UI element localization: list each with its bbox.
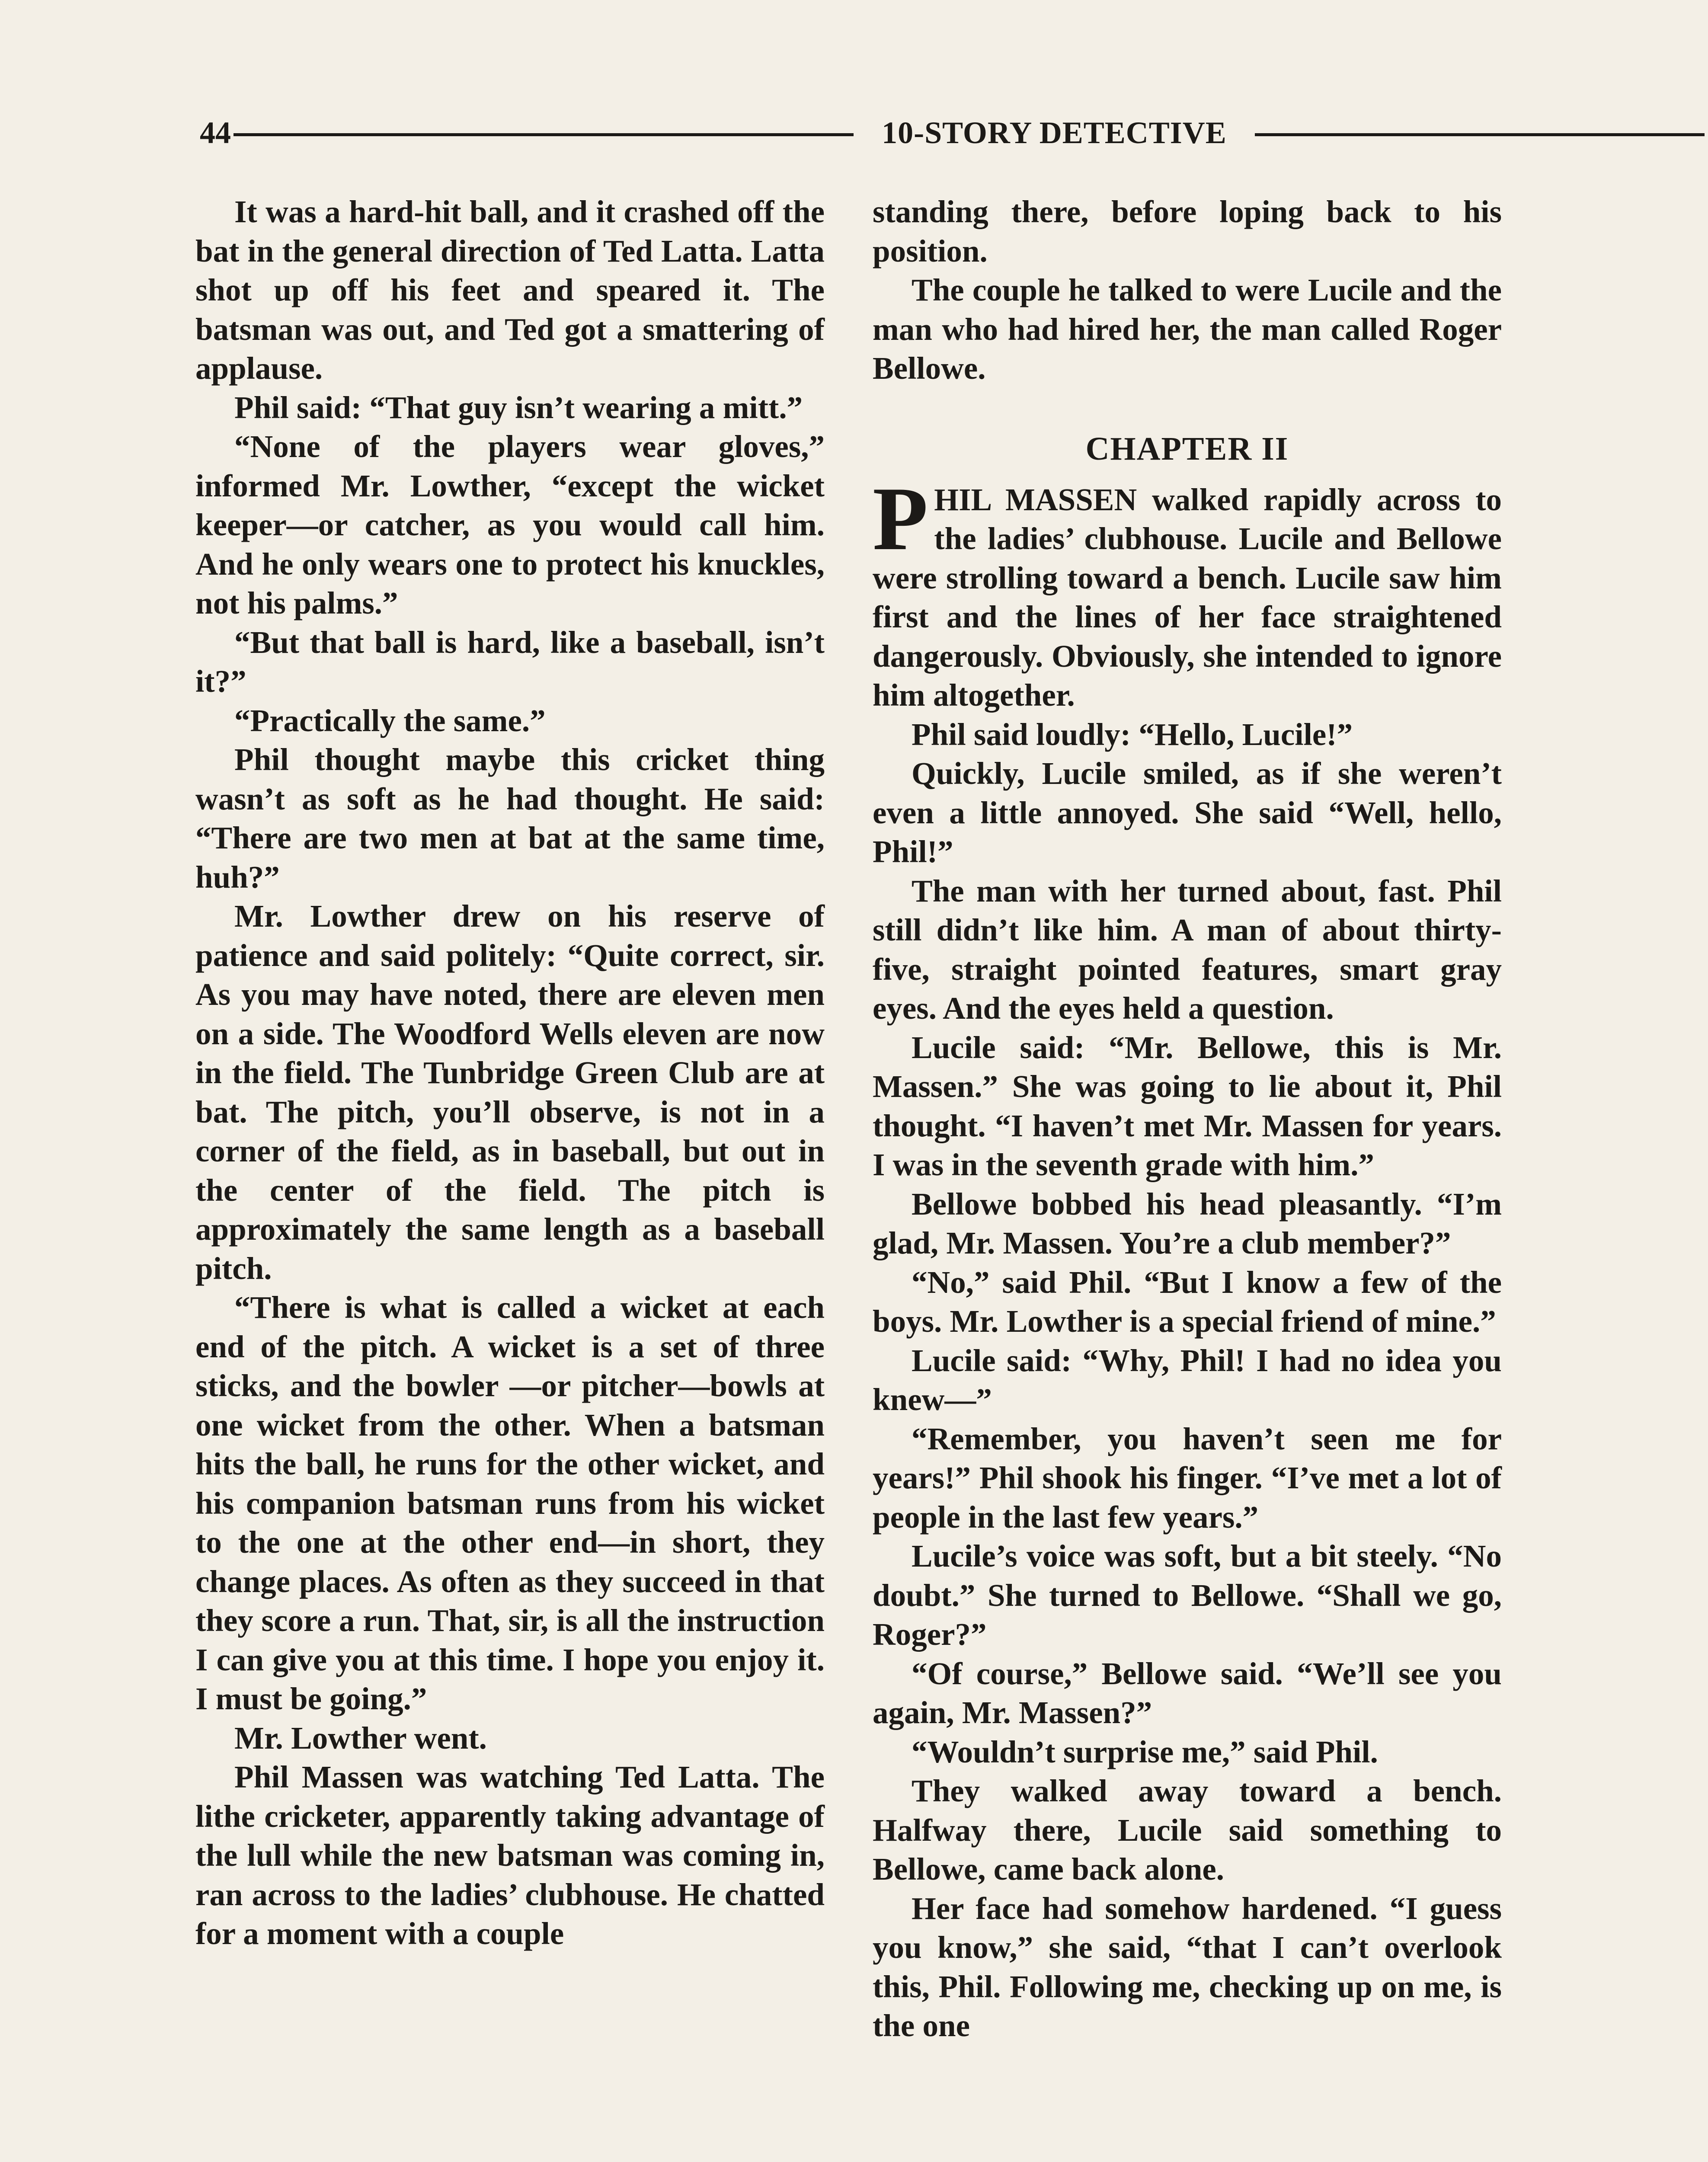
paragraph: The man with her turned about, fast. Phil still didn’t like him. A man of about thirty-five, straight pointed features, smart gray eyes. And the eyes held a question. — [873, 873, 1502, 1026]
left-column — [195, 192, 825, 1954]
page-number: 44 — [200, 113, 233, 152]
paragraph: The couple he talked to were Lucile and the man who had hired her, the man called Roger Bellowe. — [873, 272, 1502, 386]
paragraph: Lucile said: “Mr. Bellowe, this is Mr. Massen.” She was going to lie about it, Phil thought. “I haven’t met Mr. Massen for years. I was in the seventh grade with him.” — [873, 1030, 1502, 1182]
header-rule-left — [231, 133, 854, 136]
paragraph: “No,” said Phil. “But I know a few of the boys. Mr. Lowther is a special friend of mine.” — [873, 1264, 1502, 1339]
paragraph: “None of the players wear gloves,” informed Mr. Lowther, “except the wicket keeper—or catcher, as you would call him. And he only wears one to protect his knuckles, not his palms.” — [195, 429, 825, 620]
paragraph: Mr. Lowther drew on his reserve of patience and said politely: “Quite correct, sir. As you may have noted, there are eleven men on a side. The Woodford Wells eleven are now in the field. The Tunbridge Green Club are at bat. The pitch, you’ll observe, is not in a corner of the field, as in baseball, but out in the center of the field. The pitch is approximately the same length as a baseball pitch. — [195, 899, 825, 1286]
paragraph: Phil said loudly: “Hello, Lucile!” — [912, 716, 1353, 752]
right-column — [873, 192, 1502, 2046]
paragraph: “But that ball is hard, like a baseball, isn’t it?” — [195, 624, 825, 699]
paragraph: It was a hard-hit ball, and it crashed off the bat in the general direction of Ted Latta. Latta shot up off his feet and speared it. The batsman was out, and Ted got a smattering of applause. — [195, 194, 825, 386]
drop-cap: P — [873, 468, 928, 569]
paragraph: Bellowe bobbed his head pleasantly. “I’m glad, Mr. Massen. You’re a club member?” — [873, 1186, 1502, 1260]
chapter-first-paragraph — [873, 468, 1502, 715]
paragraph: “Remember, you haven’t seen me for years!” Phil shook his finger. “I’ve met a lot of people in the last few years.” — [873, 1421, 1502, 1535]
paragraph: Lucile said: “Why, Phil! I had no idea you knew—” — [873, 1343, 1502, 1417]
page-header — [200, 113, 1506, 152]
paragraph: Quickly, Lucile smiled, as if she weren’t even a little annoyed. She said “Well, hello, Phil!” — [873, 756, 1502, 869]
paragraph: Mr. Lowther went. — [234, 1720, 487, 1756]
paragraph: “There is what is called a wicket at each end of the pitch. A wicket is a set of three sticks, and the bowler —or pitcher—bowls at one wicket from the other. When a batsman hits the ball, he runs for the other wicket, and his companion batsman runs from his wicket to the one at the other end—in short, they change places. As often as they succeed in that they score a run. That, sir, is all the instruction I can give you at this time. I hope you enjoy it. I must be going.” — [195, 1290, 825, 1716]
chapter-first-paragraph-text: HIL MASSEN walked rapidly across to the ladies’ clubhouse. Lucile and Bellowe were strolling toward a bench. Lucile saw him first and the lines of her face straightened dangerously. Obviously, she intended to ignore him altogether. — [873, 482, 1502, 713]
paragraph: They walked away toward a bench. Halfway there, Lucile said something to Bellowe, came back alone. — [873, 1773, 1502, 1887]
paragraph: “Practically the same.” — [234, 703, 546, 738]
chapter-heading: CHAPTER II — [1085, 430, 1289, 467]
header-rule-right — [1255, 133, 1705, 136]
paragraph: Phil Massen was watching Ted Latta. The lithe cricketer, apparently taking advantage of the lull while the new batsman was coming in, ran across to the ladies’ clubhouse. He chatted for a moment with a couple — [195, 1759, 825, 1951]
paragraph: Phil said: “That guy isn’t wearing a mitt.” — [234, 390, 803, 425]
paragraph: “Wouldn’t surprise me,” said Phil. — [912, 1734, 1378, 1769]
paragraph: standing there, before loping back to his position. — [873, 194, 1502, 269]
paragraph: Her face had somehow hardened. “I guess you know,” she said, “that I can’t overlook this, Phil. Following me, checking up on me, is the one — [873, 1890, 1502, 2043]
paragraph: “Of course,” Bellowe said. “We’ll see you again, Mr. Massen?” — [873, 1656, 1502, 1730]
paragraph: Lucile’s voice was soft, but a bit steely. “No doubt.” She turned to Bellowe. “Shall we go, Roger?” — [873, 1538, 1502, 1652]
paragraph: Phil thought maybe this cricket thing wasn’t as soft as he had thought. He said: “There are two men at bat at the same time, huh?” — [195, 742, 825, 895]
magazine-title: 10-STORY DETECTIVE — [882, 115, 1227, 150]
